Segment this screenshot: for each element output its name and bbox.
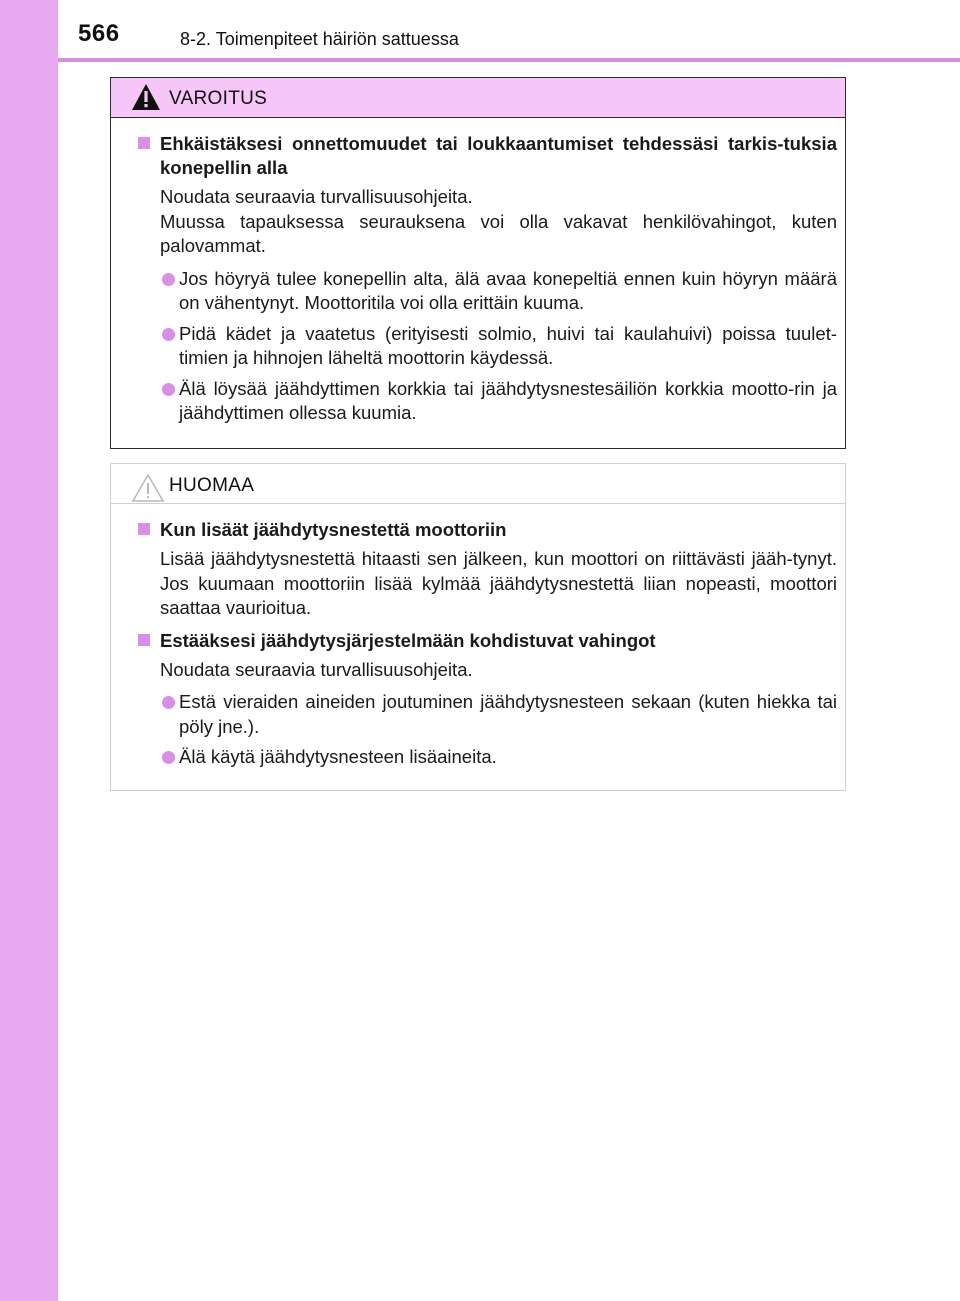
notice-bullet xyxy=(135,745,837,770)
notice-heading-1 xyxy=(135,518,837,542)
header-divider xyxy=(58,58,960,62)
round-bullet-icon xyxy=(162,383,175,396)
notice-body xyxy=(111,504,845,770)
square-bullet-icon xyxy=(138,137,150,149)
notice-heading-2 xyxy=(135,629,837,653)
warning-bullet-text: Älä löysää jäähdyttimen korkkia tai jäähdytysnestesäiliön korkkia mootto-rin ja jäähdyttimen ollessa kuumia. xyxy=(179,377,837,423)
round-bullet-icon xyxy=(162,328,175,341)
round-bullet-icon xyxy=(162,751,175,764)
notice-paragraph-1: Lisää jäähdytysnestettä hitaasti sen jälkeen, kun moottori on riittävästi jääh-tynyt. Jos kuumaan moottoriin lisää kylmää jäähdytysnestettä liian nopeasti, moottori saattaa vaurioitua. xyxy=(160,548,837,618)
notice-header xyxy=(111,464,845,504)
notice-paragraph-2: Noudata seuraavia turvallisuusohjeita. xyxy=(160,658,473,680)
warning-title: VAROITUS xyxy=(169,88,268,109)
page-number: 566 xyxy=(78,20,120,47)
warning-paragraph-2: Muussa tapauksessa seurauksena voi olla vakavat henkilövahingot, kuten palovammat. xyxy=(160,210,837,256)
warning-paragraph-1: Noudata seuraavia turvallisuusohjeita. xyxy=(160,186,473,207)
warning-heading xyxy=(135,132,837,180)
caution-triangle-outline-icon xyxy=(131,473,165,503)
warning-bullet xyxy=(135,267,837,316)
warning-header xyxy=(111,78,845,118)
round-bullet-icon xyxy=(162,696,175,709)
warning-bullet-text: Jos höyryä tulee konepellin alta, älä avaa konepeltiä ennen kuin höyryn määrä on vähentynyt. Moottoritila voi olla erittäin kuuma. xyxy=(179,267,837,313)
warning-bullet-text: Pidä kädet ja vaatetus (erityisesti solmio, huivi tai kaulahuivi) poissa tuulet-timien ja hihnojen läheltä moottorin käydessä. xyxy=(179,322,837,368)
notice-title: HUOMAA xyxy=(169,475,255,496)
section-title: 8-2. Toimenpiteet häiriön sattuessa xyxy=(180,29,459,49)
warning-heading-text: Ehkäistäksesi onnettomuudet tai loukkaantumiset tehdessäsi tarkis-tuksia konepellin alla xyxy=(160,133,837,178)
warning-triangle-filled-icon xyxy=(131,83,161,111)
warning-bullet xyxy=(135,377,837,426)
square-bullet-icon xyxy=(138,634,150,646)
notice-heading-text: Estääksesi jäähdytysjärjestelmään kohdistuvat vahingot xyxy=(160,629,656,651)
notice-bullet-text: Älä käytä jäähdytysnesteen lisäaineita. xyxy=(179,746,497,767)
warning-box xyxy=(110,77,846,449)
square-bullet-icon xyxy=(138,523,150,535)
side-color-strip xyxy=(0,0,58,1301)
notice-bullet xyxy=(135,690,837,739)
warning-bullet xyxy=(135,322,837,371)
notice-heading-text: Kun lisäät jäähdytysnestettä moottoriin xyxy=(160,519,507,540)
round-bullet-icon xyxy=(162,273,175,286)
notice-bullet-text: Estä vieraiden aineiden joutuminen jäähdytysnesteen sekaan (kuten hiekka tai pöly jne.). xyxy=(179,691,837,737)
notice-box xyxy=(110,463,846,791)
warning-body xyxy=(111,118,845,426)
